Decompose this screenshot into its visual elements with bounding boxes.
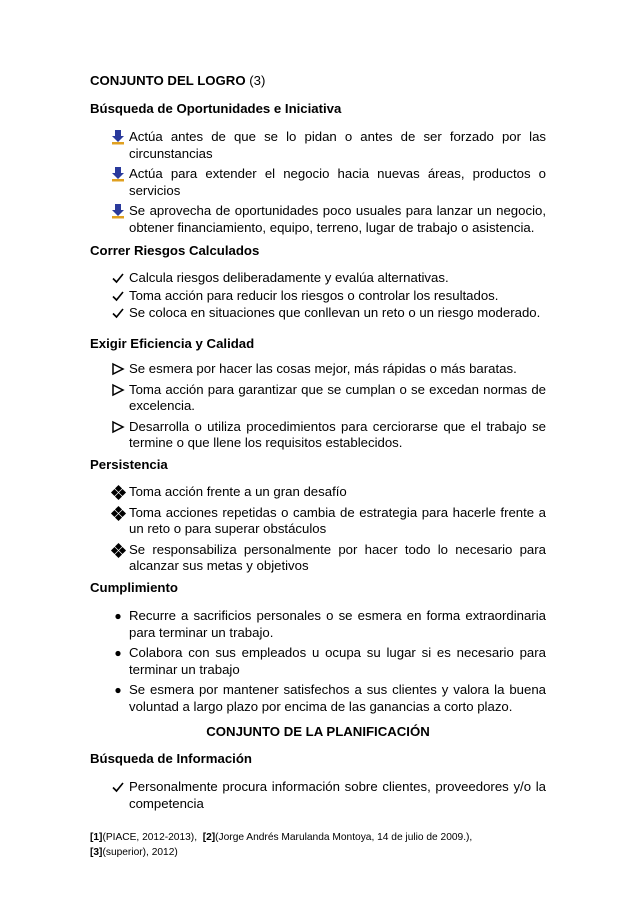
list-item: Se coloca en situaciones que conllevan un reto o un riesgo moderado. bbox=[90, 305, 546, 322]
list-item: Toma acción para garantizar que se cumplan o se excedan normas de excelencia. bbox=[90, 382, 546, 415]
list-item: Actúa para extender el negocio hacia nuevas áreas, productos o servicios bbox=[90, 166, 546, 199]
arrow-down-icon bbox=[111, 166, 125, 182]
informacion-list bbox=[90, 779, 546, 816]
arrowhead-right-icon bbox=[111, 382, 125, 398]
footnote-ref-2: [2] bbox=[202, 832, 216, 843]
heading-riesgos: Correr Riesgos Calculados bbox=[90, 243, 260, 258]
list-item: Calcula riesgos deliberadamente y evalúa alternativas. bbox=[90, 270, 546, 287]
bullet-dot-icon bbox=[111, 608, 125, 624]
checkmark-icon bbox=[111, 305, 125, 321]
footnote-line-2: [3](superior), 2012) bbox=[90, 847, 178, 858]
eficiencia-list bbox=[90, 361, 546, 456]
persistencia-list bbox=[90, 484, 546, 579]
heading-eficiencia: Exigir Eficiencia y Calidad bbox=[90, 336, 255, 351]
list-item: Recurre a sacrificios personales o se esmera en forma extraordinaria para terminar un trabajo. bbox=[90, 608, 546, 641]
heading-busqueda-oportunidades: Búsqueda de Oportunidades e Iniciativa bbox=[90, 101, 342, 116]
arrow-down-icon bbox=[111, 203, 125, 219]
list-item: Colabora con sus empleados u ocupa su lugar si es necesario para terminar un trabajo bbox=[90, 645, 546, 678]
cumplimiento-list bbox=[90, 608, 546, 719]
heading-conjunto-logro bbox=[90, 73, 546, 89]
oportunidades-list bbox=[90, 129, 546, 240]
list-item: Se responsabiliza personalmente por hacer todo lo necesario para alcanzar sus metas y objetivos bbox=[90, 542, 546, 575]
arrowhead-right-icon bbox=[111, 361, 125, 377]
arrow-down-icon bbox=[111, 129, 125, 145]
list-item: Toma acción frente a un gran desafío bbox=[90, 484, 546, 501]
footnotes bbox=[90, 830, 546, 860]
list-item: Se aprovecha de oportunidades poco usuales para lanzar un negocio, obtener financiamiento, equipo, terreno, lugar de trabajo o asistencia. bbox=[90, 203, 546, 236]
checkmark-icon bbox=[111, 779, 125, 795]
list-item: Personalmente procura información sobre clientes, proveedores y/o la competencia bbox=[90, 779, 546, 812]
four-diamonds-icon bbox=[111, 505, 125, 521]
footnote-ref-1: [1] bbox=[90, 832, 103, 843]
list-item: Se esmera por mantener satisfechos a sus clientes y valora la buena voluntad a largo plazo por encima de las ganancias a corto plazo. bbox=[90, 682, 546, 715]
list-item: Toma acción para reducir los riesgos o controlar los resultados. bbox=[90, 288, 546, 305]
footnote-line-1: [1](PIACE, 2012-2013), [2](Jorge Andrés Marulanda Montoya, 14 de julio de 2009.), bbox=[90, 832, 473, 843]
checkmark-icon bbox=[111, 288, 125, 304]
list-item: Desarrolla o utiliza procedimientos para cerciorarse que el trabajo se termine o que llene los requisitos establecidos. bbox=[90, 419, 546, 452]
list-item: Se esmera por hacer las cosas mejor, más rápidas o más baratas. bbox=[90, 361, 546, 378]
footnote-ref-3: [3] bbox=[90, 847, 103, 858]
logro-title: CONJUNTO DEL LOGRO bbox=[90, 73, 246, 88]
heading-busqueda-informacion: Búsqueda de Información bbox=[90, 751, 252, 766]
riesgos-list bbox=[90, 270, 546, 326]
bullet-dot-icon bbox=[111, 645, 125, 661]
checkmark-icon bbox=[111, 270, 125, 286]
heading-persistencia: Persistencia bbox=[90, 457, 168, 472]
list-item: Actúa antes de que se lo pidan o antes de ser forzado por las circunstancias bbox=[90, 129, 546, 162]
bullet-dot-icon bbox=[111, 682, 125, 698]
heading-cumplimiento: Cumplimiento bbox=[90, 580, 178, 595]
arrowhead-right-icon bbox=[111, 419, 125, 435]
four-diamonds-icon bbox=[111, 484, 125, 500]
logro-reference: (3) bbox=[249, 73, 266, 88]
heading-planificacion: CONJUNTO DE LA PLANIFICACIÓN bbox=[206, 724, 430, 739]
list-item: Toma acciones repetidas o cambia de estrategia para hacerle frente a un reto o para superar obstáculos bbox=[90, 505, 546, 538]
four-diamonds-icon bbox=[111, 542, 125, 558]
